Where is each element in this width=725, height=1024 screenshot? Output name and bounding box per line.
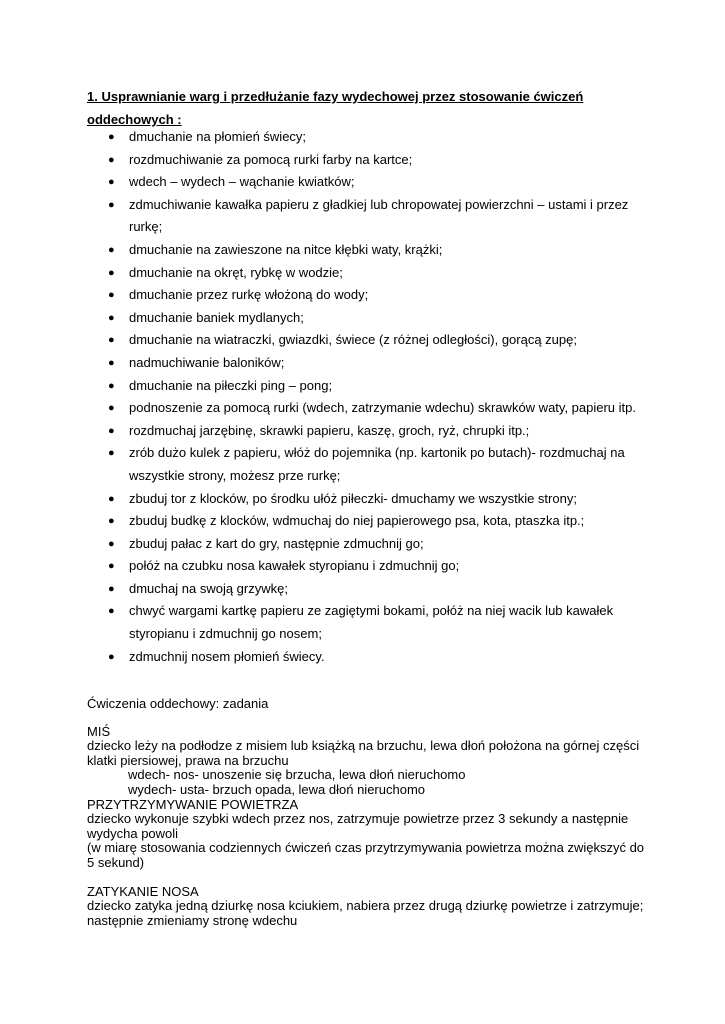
list-item: ● chwyć wargami kartkę papieru ze zagiętymi bokami, połóż na niej wacik lub kawałek styropianu i zdmuchnij go nosem;: [87, 600, 647, 645]
bullet-icon: ●: [108, 379, 115, 392]
heading-line-1: 1. Usprawnianie warg i przedłużanie fazy wydechowej przez stosowanie ćwiczeń: [87, 89, 584, 104]
mis-description: dziecko leży na podłodze z misiem lub książką na brzuchu, lewa dłoń położona na górnej części klatki piersiowej, prawa na brzuchu: [87, 738, 640, 768]
bullet-icon: ●: [108, 243, 115, 256]
heading-line-2: oddechowych :: [87, 111, 182, 127]
bullet-icon: ●: [108, 492, 115, 505]
bullet-icon: ●: [108, 334, 115, 347]
nose-title: ZATYKANIE NOSA: [87, 883, 199, 899]
bullet-icon: ●: [108, 515, 115, 528]
list-item: ● zbuduj pałac z kart do gry, następnie zdmuchnij go;: [87, 533, 647, 556]
list-item: ● dmuchanie na płomień świecy;: [87, 126, 647, 149]
bullet-icon: ●: [108, 153, 115, 166]
list-item: ● dmuchanie na piłeczki ping – pong;: [87, 375, 647, 398]
list-item: ● połóż na czubku nosa kawałek styropianu i zdmuchnij go;: [87, 555, 647, 578]
bullet-icon: ●: [108, 560, 115, 573]
hold-breath-description: dziecko wykonuje szybki wdech przez nos, zatrzymuje powietrze przez 3 sekundy a następnie wydycha powoli: [87, 811, 629, 841]
mis-step-inhale: wdech- nos- unoszenie się brzucha, lewa dłoń nieruchomo: [128, 767, 466, 783]
bullet-icon: ●: [108, 447, 115, 460]
hold-breath-note: (w miarę stosowania codziennych ćwiczeń czas przytrzymywania powietrza można zwiększyć do 5 sekund): [87, 840, 645, 870]
bullet-icon: ●: [108, 356, 115, 369]
bullet-icon: ●: [108, 402, 115, 415]
list-item: ● nadmuchiwanie baloników;: [87, 352, 647, 375]
mis-step-exhale: wydech- usta- brzuch opada, lewa dłoń nieruchomo: [128, 781, 426, 797]
list-item: ● wdech – wydech – wąchanie kwiatków;: [87, 171, 647, 194]
list-item: ● podnoszenie za pomocą rurki (wdech, zatrzymanie wdechu) skrawków waty, papieru itp.: [87, 397, 647, 420]
list-item: ● rozdmuchiwanie za pomocą rurki farby na kartce;: [87, 149, 647, 172]
list-item: ● dmuchanie przez rurkę włożoną do wody;: [87, 284, 647, 307]
list-item: ● zbuduj tor z klocków, po środku ułóż piłeczki- dmuchamy we wszystkie strony;: [87, 488, 647, 511]
list-item: ● dmuchanie na zawieszone na nitce kłębki waty, krążki;: [87, 239, 647, 262]
section-heading: [87, 86, 647, 131]
bullet-icon: ●: [108, 605, 115, 618]
bullet-icon: ●: [108, 424, 115, 437]
nose-description: dziecko zatyka jedną dziurkę nosa kciukiem, nabiera przez drugą dziurkę powietrze i zatrzymuje; następnie zmieniamy stronę wdechu: [87, 898, 644, 928]
bullet-icon: ●: [108, 289, 115, 302]
tasks-title: Ćwiczenia oddechowy: zadania: [87, 696, 269, 711]
list-item: ● zbuduj budkę z klocków, wdmuchaj do niej papierowego psa, kota, ptaszka itp.;: [87, 510, 647, 533]
mis-title: MIŚ: [87, 723, 111, 739]
bullet-icon: ●: [108, 537, 115, 550]
bullet-icon: ●: [108, 311, 115, 324]
list-item: ● dmuchanie na okręt, rybkę w wodzie;: [87, 262, 647, 285]
list-item: ● zdmuchiwanie kawałka papieru z gładkiej lub chropowatej powierzchni – ustami i przez rurkę;: [87, 194, 647, 239]
list-item: ● rozdmuchaj jarzębinę, skrawki papieru, kaszę, groch, ryż, chrupki itp.;: [87, 420, 647, 443]
list-item: ● zdmuchnij nosem płomień świecy.: [87, 646, 647, 669]
breathing-tasks-section: [87, 697, 647, 928]
bullet-icon: ●: [108, 176, 115, 189]
bullet-icon: ●: [108, 650, 115, 663]
bullet-icon: ●: [108, 198, 115, 211]
list-item: ● dmuchanie na wiatraczki, gwiazdki, świece (z różnej odległości), gorącą zupę;: [87, 329, 647, 352]
bullet-icon: ●: [108, 582, 115, 595]
bullet-icon: ●: [108, 131, 115, 143]
list-item: ● dmuchanie baniek mydlanych;: [87, 307, 647, 330]
hold-breath-title: PRZYTRZYMYWANIE POWIETRZA: [87, 796, 299, 812]
list-item: ● dmuchaj na swoją grzywkę;: [87, 578, 647, 601]
exercise-bullet-list: [87, 126, 647, 668]
list-item: ● zrób dużo kulek z papieru, włóż do pojemnika (np. kartonik po butach)- rozdmuchaj na wszystkie strony, możesz prze rurkę;: [87, 442, 647, 487]
bullet-icon: ●: [108, 266, 115, 279]
